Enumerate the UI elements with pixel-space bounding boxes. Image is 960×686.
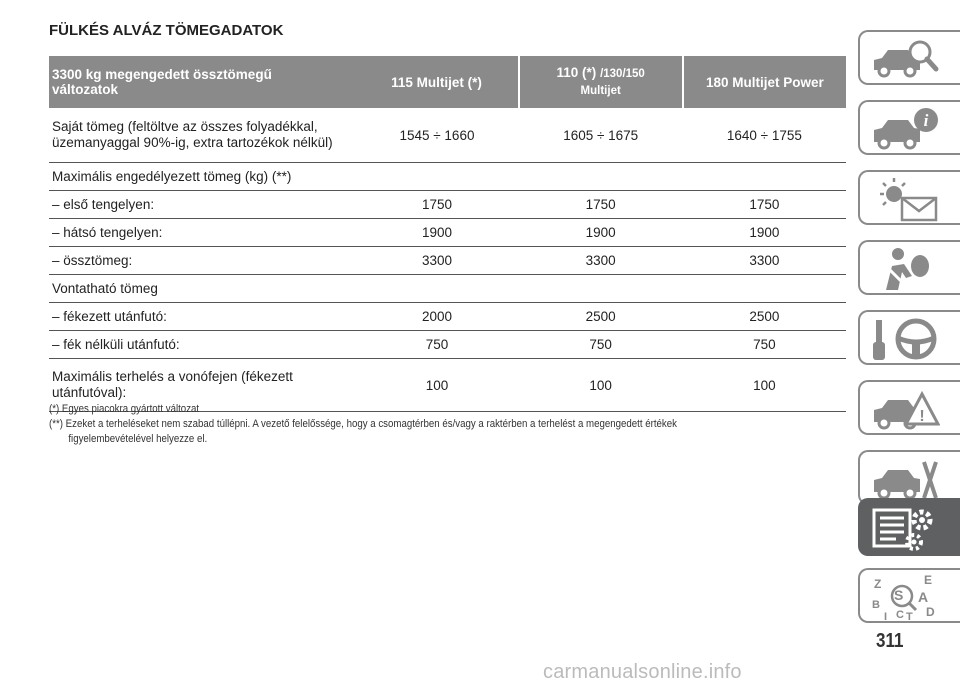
alphabetical-index-icon <box>870 574 940 622</box>
car-warning-icon <box>870 386 940 432</box>
row-label-line2: üzemanyaggal 90%-ig, extra tartozékok nélkül) <box>52 135 333 150</box>
row-value: 2000 <box>355 303 518 331</box>
car-tools-icon <box>870 456 940 502</box>
row-value <box>355 275 518 303</box>
row-value: 1750 <box>355 191 518 219</box>
sidebar-tab-index[interactable] <box>858 568 960 623</box>
sidebar-tab-maintenance[interactable] <box>858 450 960 505</box>
row-value <box>683 275 846 303</box>
sidebar-tab-car-info[interactable] <box>858 100 960 155</box>
header-110-line1: 110 (*) <box>556 65 597 80</box>
index-letter: I <box>884 611 888 622</box>
header-130-150: /130/150 <box>600 68 645 80</box>
sidebar-tab-warning-lights[interactable] <box>858 170 960 225</box>
row-value: 3300 <box>355 247 518 275</box>
row-label: – hátsó tengelyen: <box>49 219 355 247</box>
row-value: 2500 <box>683 303 846 331</box>
table-row <box>49 108 846 163</box>
sidebar-tab-starting-driving[interactable] <box>858 310 960 365</box>
row-value: 100 <box>519 359 683 412</box>
row-value: 3300 <box>683 247 846 275</box>
footnote-2: (**) Ezeket a terheléseket nem szabad túllépni. A vezető felelőssége, hogy a csomagtérben és/vagy a raktérben a terhelést a megengedett értékek figyelembevételével helyezze el. <box>49 418 677 445</box>
row-value: 1900 <box>355 219 518 247</box>
weights-table <box>49 56 846 412</box>
key-steering-wheel-icon <box>870 316 940 362</box>
watermark: carmanualsonline.info <box>543 661 742 683</box>
row-value: 1605 ÷ 1675 <box>519 108 683 163</box>
row-label-line2: utánfutóval): <box>52 385 127 400</box>
row-value: 1545 ÷ 1660 <box>355 108 518 163</box>
row-value <box>683 163 846 191</box>
table-row <box>49 303 846 331</box>
table-row <box>49 247 846 275</box>
table-header-variant <box>49 56 355 108</box>
warning-light-message-icon <box>870 176 940 222</box>
car-search-icon <box>870 36 940 82</box>
row-value: 1750 <box>519 191 683 219</box>
header-variant-line1: 3300 kg megengedett össztömegű <box>52 67 272 82</box>
table-row <box>49 219 846 247</box>
row-value: 1900 <box>683 219 846 247</box>
row-value: 1640 ÷ 1755 <box>683 108 846 163</box>
sidebar-tab-emergency[interactable] <box>858 380 960 435</box>
table-header-row <box>49 56 846 108</box>
row-value: 750 <box>519 331 683 359</box>
table-row <box>49 191 846 219</box>
footnote-1: (*) Egyes piacokra gyártott változat <box>49 403 200 415</box>
row-value <box>355 163 518 191</box>
index-letter: D <box>926 605 935 619</box>
row-label: Maximális engedélyezett tömeg (kg) (**) <box>49 163 355 191</box>
car-info-icon <box>870 106 940 152</box>
row-value: 3300 <box>519 247 683 275</box>
sidebar-tab-safety[interactable] <box>858 240 960 295</box>
index-letter: E <box>924 574 933 587</box>
table-header-110-130-150 <box>519 56 683 108</box>
sidebar-tab-car-search[interactable] <box>858 30 960 85</box>
row-value <box>519 275 683 303</box>
row-value: 100 <box>683 359 846 412</box>
table-row <box>49 331 846 359</box>
airbag-passenger-icon <box>870 246 940 292</box>
row-label: – össztömeg: <box>49 247 355 275</box>
index-letter: A <box>918 589 929 605</box>
row-label: – fékezett utánfutó: <box>49 303 355 331</box>
header-multijet: Multijet <box>580 85 621 97</box>
table-header-115: 115 Multijet (*) <box>355 56 518 108</box>
row-value: 1900 <box>519 219 683 247</box>
row-value: 750 <box>355 331 518 359</box>
table-row <box>49 163 846 191</box>
table-header-180: 180 Multijet Power <box>683 56 846 108</box>
technical-data-icon <box>870 504 940 554</box>
sidebar-tab-technical-data[interactable] <box>858 498 960 556</box>
row-value: 750 <box>683 331 846 359</box>
row-value: 1750 <box>683 191 846 219</box>
row-value: 100 <box>355 359 518 412</box>
row-label <box>49 108 355 163</box>
row-value: 2500 <box>519 303 683 331</box>
row-value <box>519 163 683 191</box>
header-variant-line2: változatok <box>52 82 119 97</box>
footnotes <box>49 402 735 447</box>
table-row <box>49 275 846 303</box>
index-letter: S <box>894 587 904 603</box>
page-number: 311 <box>876 630 904 652</box>
svg-text:i: i <box>923 111 929 130</box>
section-title: FÜLKÉS ALVÁZ TÖMEGADATOK <box>49 22 284 39</box>
row-label: Vontatható tömeg <box>49 275 355 303</box>
row-label: – fék nélküli utánfutó: <box>49 331 355 359</box>
index-letter: B <box>872 599 880 611</box>
index-letter: C <box>896 609 904 621</box>
row-label-line1: Maximális terhelés a vonófejen (fékezett <box>52 369 293 384</box>
row-label-line1: Saját tömeg (feltöltve az összes folyadékkal, <box>52 119 318 134</box>
index-letter: T <box>906 611 913 622</box>
index-letter: Z <box>874 577 882 591</box>
row-label: – első tengelyen: <box>49 191 355 219</box>
svg-text:!: ! <box>919 408 925 425</box>
